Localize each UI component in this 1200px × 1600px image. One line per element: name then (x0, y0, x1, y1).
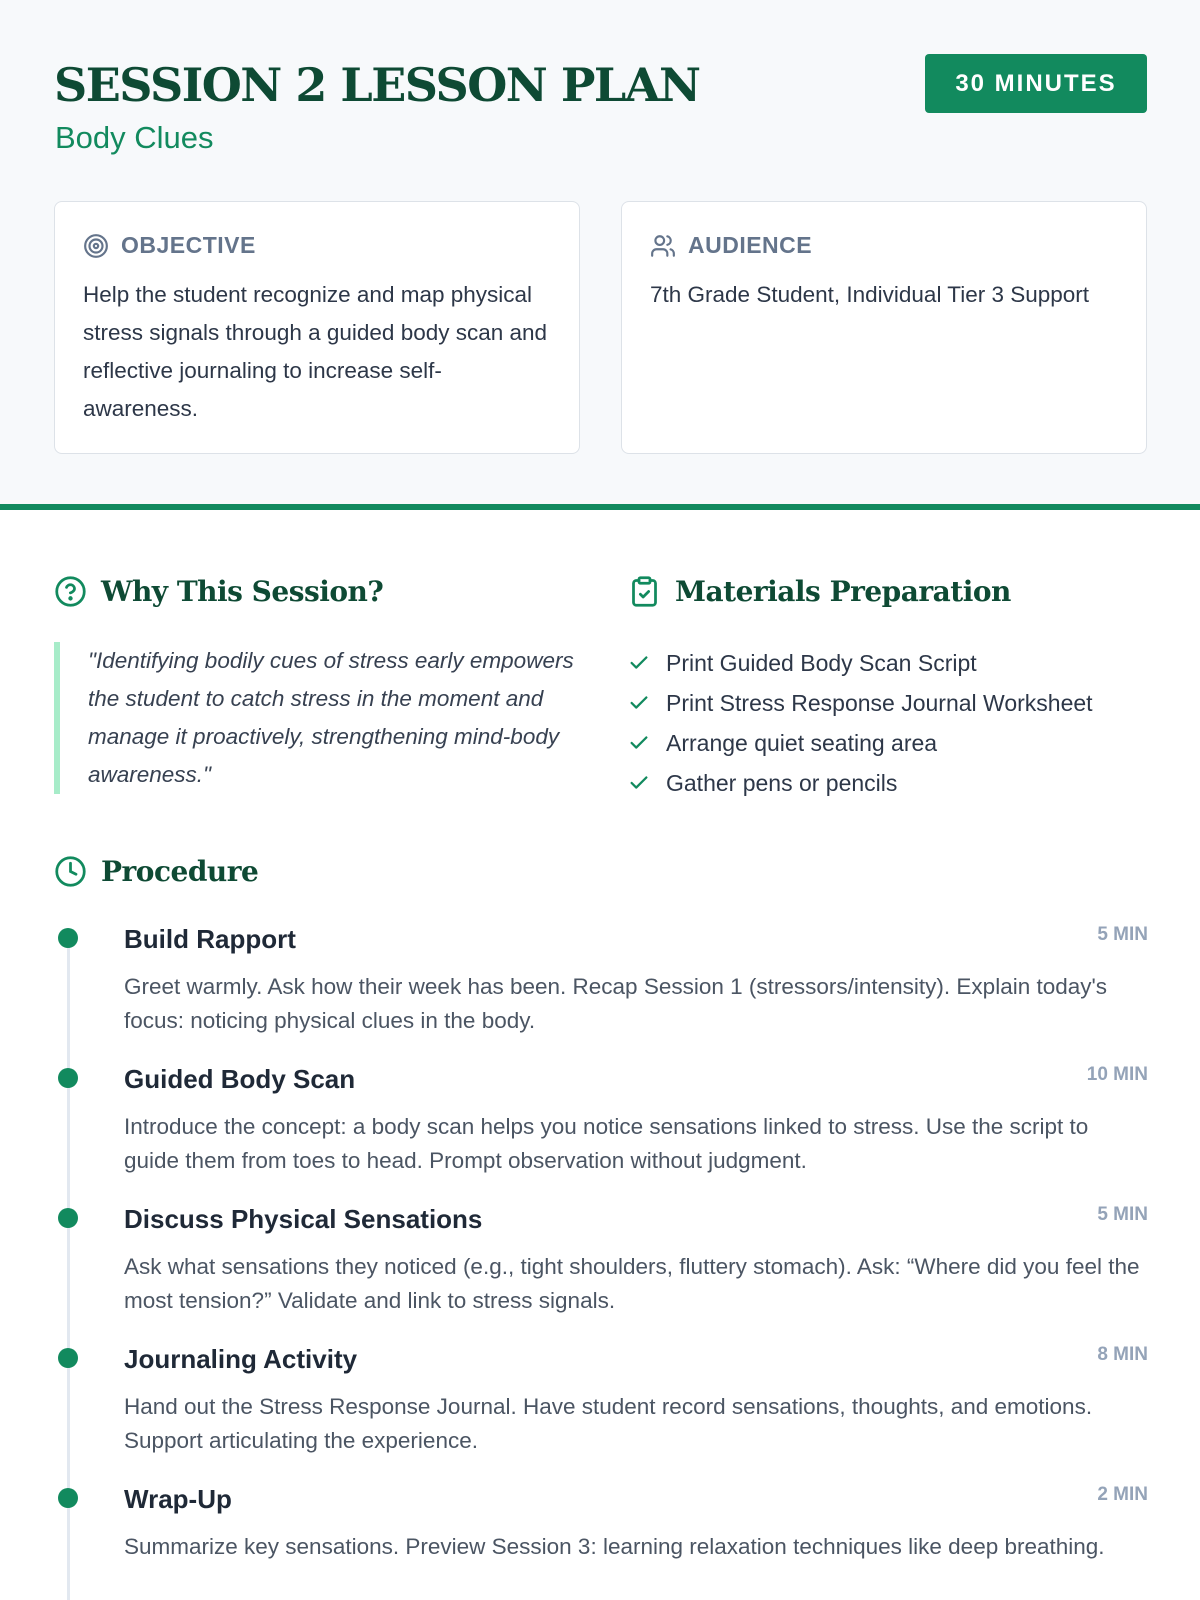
why-heading (54, 575, 383, 608)
check-icon (628, 732, 650, 754)
materials-heading-text: Materials Preparation (675, 575, 1011, 608)
step-duration: 10 MIN (1086, 1064, 1148, 1085)
audience-label: AUDIENCE (688, 232, 813, 258)
users-icon (650, 233, 676, 259)
step-title: Build Rapport (124, 924, 296, 954)
step-title: Wrap-Up (124, 1484, 232, 1514)
step-description: Greet warmly. Ask how their week has been. Recap Session 1 (stressors/intensity). Explain today's focus: noticing physical clues in the body. (124, 974, 1108, 1033)
step-title: Journaling Activity (124, 1344, 358, 1374)
material-item (628, 723, 1093, 763)
check-icon (628, 692, 650, 714)
lesson-header (0, 0, 1200, 510)
page-title: SESSION 2 LESSON PLAN (54, 58, 700, 112)
step-description: Introduce the concept: a body scan helps you notice sensations linked to stress. Use the script to guide them from toes to head. Prompt observation without judgment. (124, 1114, 1089, 1173)
material-item-label: Print Stress Response Journal Worksheet (666, 689, 1093, 716)
objective-text: Help the student recognize and map physical stress signals through a guided body scan and reflective journaling to increase self-awareness. (83, 282, 548, 421)
session-subtitle: Body Clues (55, 120, 214, 155)
procedure-heading-text: Procedure (101, 855, 259, 888)
check-icon (628, 772, 650, 794)
timeline-dot (58, 1068, 78, 1088)
clock-icon (54, 855, 87, 888)
step-duration: 5 MIN (1097, 1204, 1148, 1225)
objective-header (83, 232, 256, 259)
materials-list (628, 643, 1093, 803)
step-title: Guided Body Scan (124, 1064, 356, 1094)
step-description: Ask what sensations they noticed (e.g., tight shoulders, fluttery stomach). Ask: “Where did you feel the most tension?” Validate and link to stress signals. (124, 1254, 1140, 1313)
material-item-label: Gather pens or pencils (666, 769, 898, 796)
step-duration: 2 MIN (1097, 1484, 1148, 1505)
why-quote: "Identifying bodily cues of stress early empowers the student to catch stress in the moment and manage it proactively, strengthening mind-body awareness." (54, 642, 574, 794)
step-duration: 5 MIN (1097, 924, 1148, 945)
timeline-dot (58, 1208, 78, 1228)
duration-badge: 30 MINUTES (925, 54, 1147, 113)
material-item (628, 683, 1093, 723)
check-icon (628, 652, 650, 674)
help-circle-icon (54, 575, 87, 608)
material-item-label: Arrange quiet seating area (666, 729, 938, 756)
audience-text: 7th Grade Student, Individual Tier 3 Support (650, 282, 1090, 307)
clipboard-check-icon (628, 575, 661, 608)
objective-label: OBJECTIVE (121, 232, 256, 258)
target-icon (83, 233, 109, 259)
step-description: Summarize key sensations. Preview Session 3: learning relaxation techniques like deep breathing. (124, 1534, 1105, 1559)
audience-card (621, 201, 1147, 454)
step-description: Hand out the Stress Response Journal. Have student record sensations, thoughts, and emotions. Support articulating the experience. (124, 1394, 1093, 1453)
timeline-dot (58, 1488, 78, 1508)
step-title: Discuss Physical Sensations (124, 1204, 483, 1234)
material-item (628, 763, 1093, 803)
material-item-label: Print Guided Body Scan Script (666, 649, 977, 676)
why-heading-text: Why This Session? (101, 575, 384, 608)
materials-heading (628, 575, 1011, 608)
objective-card (54, 201, 580, 454)
procedure-heading (54, 855, 258, 888)
material-item (628, 643, 1093, 683)
audience-header (650, 232, 812, 259)
timeline-dot (58, 1348, 78, 1368)
timeline-dot (58, 928, 78, 948)
step-duration: 8 MIN (1097, 1344, 1148, 1365)
